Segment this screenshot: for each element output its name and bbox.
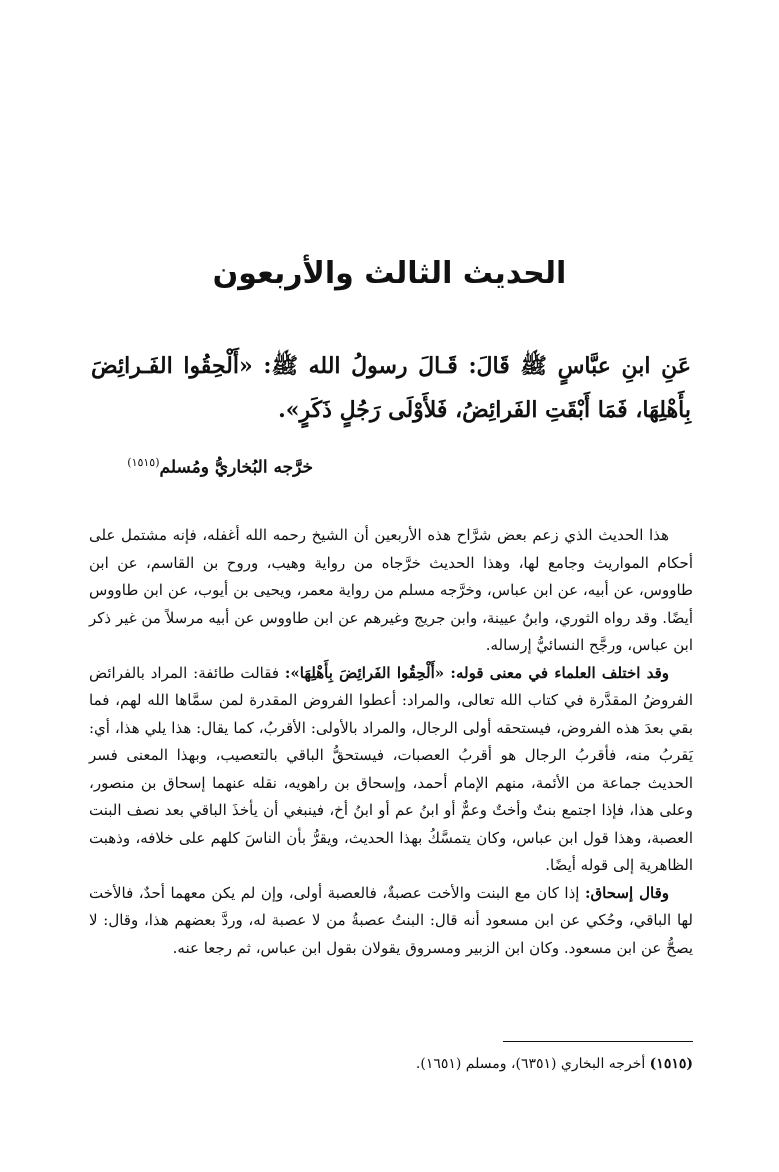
commentary-paragraph-2 xyxy=(89,660,693,880)
paragraph-3-text: إذا كان مع البنت والأخت عصبةٌ، فالعصبة أولى، وإن لم يكن معهما أحدٌ، فالأخت لها الباقي، وحُكي عن ابن مسعود أنه قال: البنتُ عصبةُ من لا عصبة له، وردَّ بعضهم هذا، وقال: لا يصحُّ عن ابن مسعود. وكان ابن الزبير ومسروق يقولان بقول ابن عباس، ثم رجعا عنه. xyxy=(89,883,693,957)
footnote-number: (١٥١٥) xyxy=(649,1056,693,1072)
hadith-takhrij xyxy=(83,448,313,483)
takhrij-footnote-ref: (١٥١٥) xyxy=(127,456,160,469)
commentary-paragraph-1 xyxy=(89,522,693,660)
paragraph-2-lead: وقد اختلف العلماء في معنى قوله: «أَلْحِقُوا الفَرائِضَ بِأَهْلِهَا»: xyxy=(284,663,669,682)
footnote xyxy=(89,1052,693,1076)
paragraph-1-text: هذا الحديث الذي زعم بعض شرَّاح هذه الأربعين أن الشيخ رحمه الله أغفله، فإنه مشتمل على أحكام المواريث وجامع لها، وهذا الحديث خرَّجاه من رواية وهيب، وروح بن القاسم، عن ابن طاووس، عن أبيه، عن ابن عباس، وخرَّجه مسلم من رواية معمر، ويحيى بن أيوب، عن ابن طاووس أيضًا. وقد رواه الثوري، وابنُ عيينة، وابن جريج وغيرهم عن ابن طاووس عن أبيه مرسلاً من غير ذكر ابن عباس، ورجَّح النسائيُّ إرساله. xyxy=(89,526,693,654)
chapter-title: الحديث الثالث والأربعون xyxy=(212,256,567,291)
paragraph-3-lead: وقال إسحاق: xyxy=(584,883,669,902)
commentary-paragraph-3 xyxy=(89,880,693,963)
footnote-text: أخرجه البخاري (٦٣٥١)، ومسلم (١٦٥١). xyxy=(415,1056,646,1072)
footnote-separator xyxy=(503,1041,693,1042)
commentary-body xyxy=(89,522,693,962)
takhrij-text: خرَّجه البُخاريُّ ومُسلم xyxy=(159,457,313,478)
hadith-text: عَنِ ابنِ عبَّاسٍ ﷺ قَالَ: قَـالَ رسولُ الله ﷺ: «أَلْحِقُوا الفَـرائِضَ بِأَهْلِهَا، فَمَا أَبْقَتِ الفَرائِضُ، فَلأَوْلَى رَجُلٍ ذَكَرٍ». xyxy=(91,353,691,423)
paragraph-2-text: فقالت طائفة: المراد بالفرائض الفروضُ المقدَّرة في كتاب الله تعالى، والمراد: أعطوا الفروض المقدرة لمن سمَّاها الله لهم، فما بقي بعدَ هذه الفروض، فيستحقه أولى الرجال، والمراد بالأولى: الأقربُ، كما يقال: هذا يلي هذا، أي: يَقربُ منه، فأقربُ الرجال هو أقربُ العصبات، فيستحقُّ الباقي بالتعصيب، وبهذا المعنى فسر الحديث جماعة من الأئمة، منهم الإمام أحمد، وإسحاق بن راهويه، نقله عنهما إسحاق بن منصور، وعلى هذا، فإذا اجتمع بنتٌ وأختٌ وعمٌّ أو ابنُ عم أو ابنُ أخ، فينبغي أن يأخذَ الباقي بعد نصف البنت العصبة، وهذا قول ابن عباس، وكان يتمسَّكُ بهذا الحديث، ويقرُّ بأن الناسَ كلهم على خلافه، وذهبت الظاهرية إلى قوله أيضًا. xyxy=(89,663,693,874)
